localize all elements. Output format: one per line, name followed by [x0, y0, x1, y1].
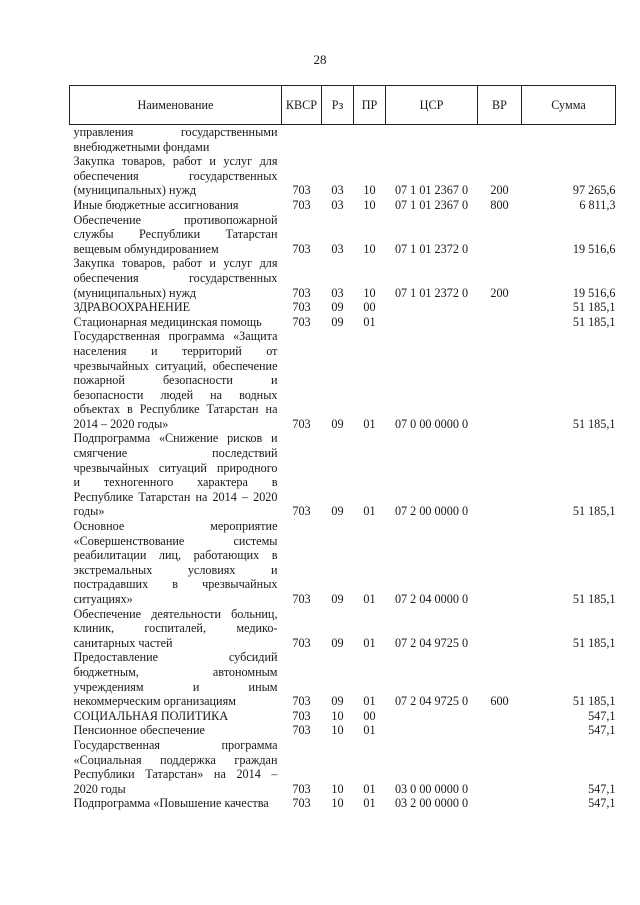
- cell-rz: 09: [331, 300, 344, 315]
- table-row: [70, 125, 616, 155]
- cell-kvsr: [282, 125, 322, 155]
- cell-kvsr: 703: [292, 635, 311, 650]
- name-line: объектах в Республике Татарстан на: [73, 402, 278, 417]
- cell-csr: 07 1 01 2367 0: [394, 183, 469, 198]
- name-line: службы Республики Татарстан: [73, 227, 278, 242]
- cell-pr: 01: [363, 694, 376, 709]
- cell-name: [70, 300, 282, 315]
- name-line: чрезвычайных ситуаций природного: [73, 460, 278, 475]
- cell-pr: 01: [363, 592, 376, 606]
- cell-kvsr: 703: [292, 183, 311, 198]
- cell-name: [70, 125, 282, 155]
- cell-pr: 01: [363, 796, 376, 811]
- table-row: [70, 738, 616, 796]
- cell-rz: 10: [331, 796, 344, 811]
- cell-csr: 07 2 04 9725 0: [394, 694, 469, 709]
- cell-pr: 10: [363, 285, 376, 300]
- name-line: безопасности людей на водных: [73, 387, 278, 402]
- cell-name: [70, 213, 282, 257]
- cell-kvsr: 703: [292, 241, 311, 256]
- name-line: обеспечения государственных: [73, 270, 278, 285]
- cell-rz: 10: [331, 723, 344, 738]
- name-line: Республике Татарстан на 2014 – 2020: [73, 489, 278, 504]
- cell-rz: 10: [331, 781, 344, 796]
- cell-kvsr: 703: [292, 796, 311, 811]
- cell-sum: 51 185,1: [572, 300, 616, 315]
- name-line: Пенсионное обеспечение: [73, 723, 205, 738]
- cell-kvsr: 703: [292, 285, 311, 300]
- cell-rz: [322, 125, 354, 155]
- cell-sum: 51 185,1: [572, 592, 616, 606]
- name-line: (муниципальных) нужд: [73, 285, 197, 300]
- cell-sum: 19 516,6: [572, 241, 616, 256]
- name-line: обеспечения государственных: [73, 168, 278, 183]
- name-line: пожарной безопасности и: [73, 373, 278, 388]
- cell-name: [70, 723, 282, 738]
- name-line: внебюджетными фондами: [73, 139, 210, 154]
- name-line: Подпрограмма «Повышение качества: [73, 796, 269, 811]
- cell-pr: 00: [363, 708, 376, 723]
- cell-csr: 07 2 04 0000 0: [394, 592, 469, 606]
- table-row: [70, 709, 616, 724]
- table-row: [70, 198, 616, 213]
- cell-name: [70, 796, 282, 811]
- name-line: санитарных частей: [73, 635, 173, 650]
- name-line: ЗДРАВООХРАНЕНИЕ: [73, 300, 191, 315]
- name-line: экстремальных условиях и: [73, 562, 278, 577]
- cell-pr: 00: [363, 300, 376, 315]
- name-line: некоммерческим организациям: [73, 694, 236, 709]
- budget-table: [69, 85, 616, 811]
- name-line: годы»: [73, 504, 105, 519]
- header-kvsr: КВСР: [282, 86, 322, 125]
- table-row: [70, 329, 616, 431]
- name-line: Обеспечение деятельности больниц,: [73, 606, 278, 621]
- cell-vr: [478, 723, 522, 738]
- name-line: СОЦИАЛЬНАЯ ПОЛИТИКА: [73, 708, 229, 723]
- name-line: ситуациях»: [73, 592, 133, 606]
- name-line: (муниципальных) нужд: [73, 183, 197, 198]
- cell-vr: [478, 315, 522, 330]
- cell-csr: [386, 300, 478, 315]
- table-row: [70, 796, 616, 811]
- cell-vr: 200: [490, 183, 509, 198]
- cell-kvsr: 703: [292, 300, 311, 315]
- cell-pr: 01: [363, 314, 376, 329]
- cell-kvsr: 703: [292, 708, 311, 723]
- cell-sum: 547,1: [588, 708, 616, 723]
- cell-rz: 09: [331, 694, 344, 709]
- cell-name: [70, 709, 282, 724]
- cell-vr: [478, 607, 522, 651]
- name-line: учреждениям и иным: [73, 679, 278, 694]
- table-row: [70, 519, 616, 607]
- cell-rz: 10: [331, 708, 344, 723]
- cell-vr: [478, 125, 522, 155]
- cell-pr: 10: [363, 241, 376, 256]
- cell-name: [70, 519, 282, 607]
- cell-kvsr: 703: [292, 694, 311, 709]
- cell-csr: 03 2 00 0000 0: [394, 796, 469, 811]
- cell-rz: 03: [331, 197, 344, 212]
- table-header-row: [70, 86, 616, 125]
- cell-csr: 07 2 00 0000 0: [394, 504, 469, 519]
- cell-sum: 51 185,1: [572, 694, 616, 709]
- cell-sum: 547,1: [588, 723, 616, 738]
- cell-name: [70, 315, 282, 330]
- cell-name: [70, 256, 282, 300]
- cell-csr: [386, 709, 478, 724]
- cell-kvsr: 703: [292, 314, 311, 329]
- name-line: Государственная программа «Защита: [73, 329, 278, 344]
- table-row: [70, 607, 616, 651]
- cell-pr: 01: [363, 781, 376, 796]
- cell-name: [70, 650, 282, 708]
- cell-kvsr: 703: [292, 781, 311, 796]
- cell-kvsr: 703: [292, 416, 311, 431]
- cell-name: [70, 198, 282, 213]
- cell-rz: 09: [331, 314, 344, 329]
- cell-sum: 6 811,3: [579, 197, 616, 212]
- table-row: [70, 315, 616, 330]
- cell-sum: 51 185,1: [572, 504, 616, 519]
- cell-rz: 09: [331, 504, 344, 519]
- cell-vr: [478, 329, 522, 431]
- cell-name: [70, 329, 282, 431]
- cell-sum: 51 185,1: [572, 635, 616, 650]
- name-line: Республики Татарстан» на 2014 –: [73, 767, 278, 782]
- name-line: вещевым обмундированием: [73, 241, 219, 256]
- cell-csr: 07 1 01 2367 0: [394, 197, 469, 212]
- cell-vr: [478, 796, 522, 811]
- page-number: 28: [313, 52, 327, 67]
- cell-vr: 600: [490, 694, 509, 709]
- cell-vr: [478, 738, 522, 796]
- name-line: реабилитации лиц, работающих в: [73, 548, 278, 563]
- cell-csr: [386, 125, 478, 155]
- name-line: «Совершенствование системы: [73, 533, 278, 548]
- cell-name: [70, 738, 282, 796]
- cell-rz: 03: [331, 285, 344, 300]
- cell-vr: [478, 519, 522, 607]
- name-line: Закупка товаров, работ и услуг для: [73, 154, 278, 169]
- cell-pr: 01: [363, 416, 376, 431]
- cell-csr: 07 1 01 2372 0: [394, 241, 469, 256]
- name-line: «Социальная поддержка граждан: [73, 752, 278, 767]
- name-line: Государственная программа: [73, 737, 278, 752]
- cell-rz: 09: [331, 592, 344, 606]
- name-line: бюджетным, автономным: [73, 664, 278, 679]
- table-row: [70, 256, 616, 300]
- cell-vr: 800: [490, 197, 509, 212]
- cell-csr: [386, 315, 478, 330]
- table-row: [70, 213, 616, 257]
- cell-vr: [478, 709, 522, 724]
- cell-sum: 19 516,6: [572, 285, 616, 300]
- cell-kvsr: 703: [292, 504, 311, 519]
- table-row: [70, 431, 616, 519]
- header-vr: ВР: [478, 86, 522, 125]
- cell-kvsr: 703: [292, 723, 311, 738]
- cell-vr: [478, 213, 522, 257]
- cell-sum: 51 185,1: [572, 416, 616, 431]
- name-line: чрезвычайных ситуаций, обеспечение: [73, 358, 278, 373]
- cell-pr: 01: [363, 723, 376, 738]
- name-line: управления государственными: [73, 125, 278, 139]
- name-line: Обеспечение противопожарной: [73, 212, 278, 227]
- cell-rz: 03: [331, 183, 344, 198]
- cell-pr: 10: [363, 197, 376, 212]
- table-row: [70, 154, 616, 198]
- header-csr: ЦСР: [386, 86, 478, 125]
- cell-sum: [522, 125, 616, 155]
- name-line: 2020 годы: [73, 781, 126, 796]
- cell-rz: 09: [331, 635, 344, 650]
- cell-kvsr: 703: [292, 592, 311, 606]
- name-line: Подпрограмма «Снижение рисков и: [73, 431, 278, 446]
- cell-sum: 97 265,6: [572, 183, 616, 198]
- name-line: клиник, госпиталей, медико-: [73, 621, 278, 636]
- cell-sum: 51 185,1: [572, 314, 616, 329]
- header-rz: Рз: [322, 86, 354, 125]
- name-line: Закупка товаров, работ и услуг для: [73, 256, 278, 271]
- cell-vr: [478, 431, 522, 519]
- table-row: [70, 300, 616, 315]
- table-row: [70, 650, 616, 708]
- cell-pr: [354, 125, 386, 155]
- header-pr: ПР: [354, 86, 386, 125]
- table-row: [70, 723, 616, 738]
- cell-kvsr: 703: [292, 197, 311, 212]
- name-line: Предоставление субсидий: [73, 650, 278, 665]
- name-line: смягчение последствий: [73, 446, 278, 461]
- name-line: пострадавших в чрезвычайных: [73, 577, 278, 592]
- cell-csr: 03 0 00 0000 0: [394, 781, 469, 796]
- cell-pr: 10: [363, 183, 376, 198]
- cell-csr: [386, 723, 478, 738]
- cell-name: [70, 607, 282, 651]
- name-line: 2014 – 2020 годы»: [73, 416, 169, 431]
- header-name: Наименование: [70, 86, 282, 125]
- name-line: и техногенного характера в: [73, 475, 278, 490]
- name-line: Стационарная медицинская помощь: [73, 314, 262, 329]
- name-line: Основное мероприятие: [73, 519, 278, 534]
- cell-csr: 07 1 01 2372 0: [394, 285, 469, 300]
- cell-name: [70, 154, 282, 198]
- cell-pr: 01: [363, 635, 376, 650]
- name-line: населения и территорий от: [73, 343, 278, 358]
- header-sum: Сумма: [522, 86, 616, 125]
- cell-vr: [478, 300, 522, 315]
- cell-name: [70, 431, 282, 519]
- cell-sum: 547,1: [588, 796, 616, 811]
- cell-vr: 200: [490, 285, 509, 300]
- cell-csr: 07 0 00 0000 0: [394, 416, 469, 431]
- cell-csr: 07 2 04 9725 0: [394, 635, 469, 650]
- table-body: [70, 125, 616, 811]
- cell-rz: 09: [331, 416, 344, 431]
- cell-rz: 03: [331, 241, 344, 256]
- cell-pr: 01: [363, 504, 376, 519]
- name-line: Иные бюджетные ассигнования: [73, 197, 239, 212]
- cell-sum: 547,1: [588, 781, 616, 796]
